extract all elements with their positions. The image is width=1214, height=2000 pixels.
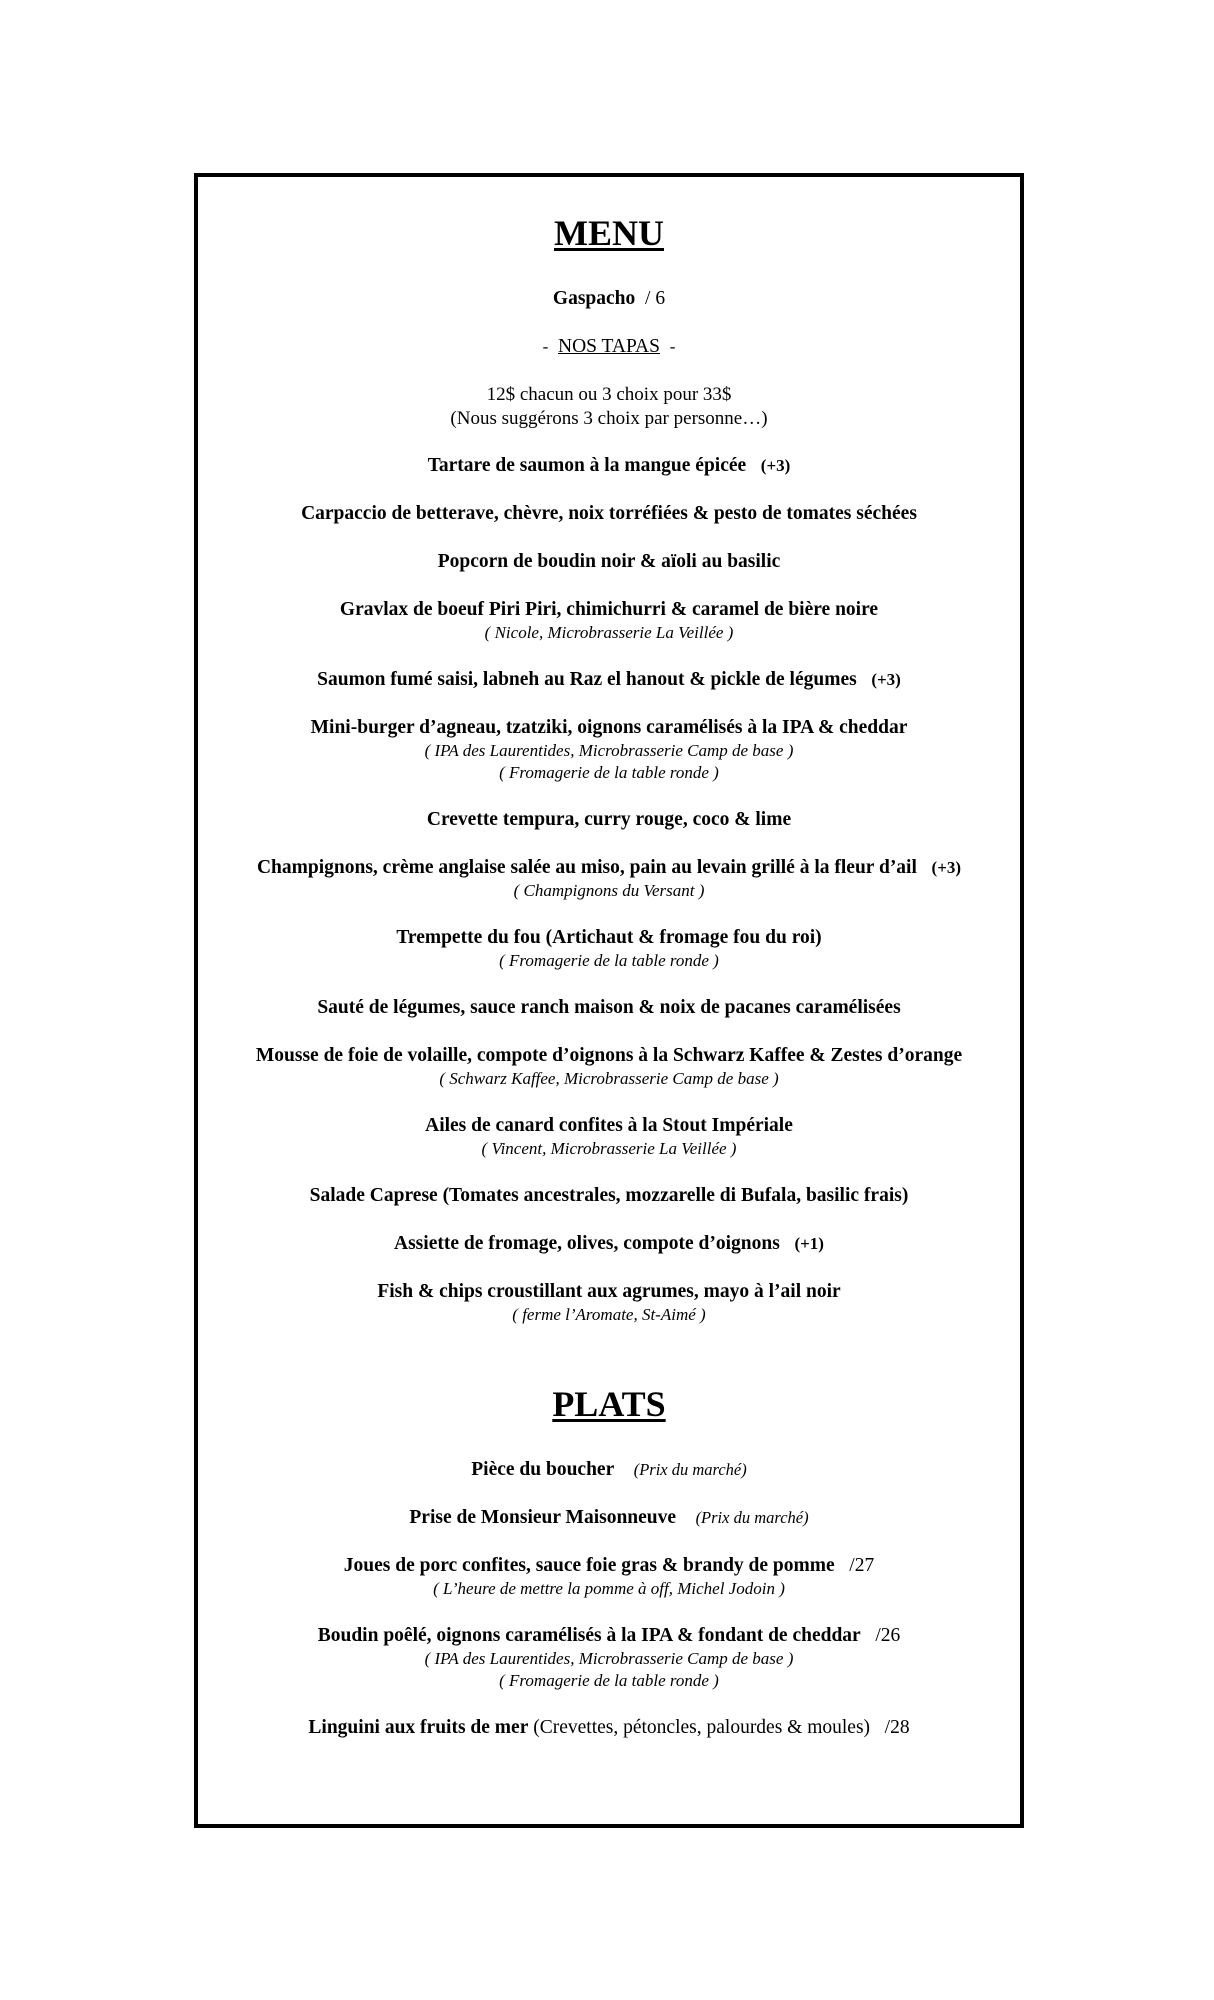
tapas-item: [198, 856, 1020, 902]
tapas-item-extra: (+1): [794, 1234, 824, 1253]
plat-item: [198, 1554, 1020, 1600]
plat-item-price-note: (Prix du marché): [695, 1508, 809, 1527]
tapas-item-extra: (+3): [931, 858, 962, 877]
tapas-item: [198, 454, 1020, 478]
tapas-item-line: [198, 716, 1020, 740]
plat-item-note: ( L’heure de mettre la pomme à off, Michel Jodoin ): [433, 1579, 785, 1598]
plat-item-name: Boudin poêlé, oignons caramélisés à la IPA & fondant de cheddar: [317, 1625, 861, 1646]
tapas-item-name: Trempette du fou (Artichaut & fromage fou du roi): [396, 927, 822, 948]
plat-item: [198, 1458, 1020, 1482]
tapas-item: [198, 716, 1020, 784]
tapas-item: [198, 1280, 1020, 1326]
tapas-item-name: Saumon fumé saisi, labneh au Raz el hanout & pickle de légumes: [317, 669, 857, 690]
plat-item-price-note: (Prix du marché): [633, 1460, 747, 1479]
tapas-item: [198, 996, 1020, 1020]
tapas-item: [198, 502, 1020, 526]
plat-item-price: /27: [849, 1555, 875, 1576]
gaspacho-name: Gaspacho: [552, 288, 636, 309]
plat-item: [198, 1716, 1020, 1740]
tapas-item: [198, 1184, 1020, 1208]
menu-title: MENU: [554, 213, 664, 253]
tapas-item-name: Carpaccio de betterave, chèvre, noix torréfiées & pesto de tomates séchées: [301, 503, 917, 524]
tapas-item-line: [198, 668, 1020, 692]
tapas-item-note: ( Schwarz Kaffee, Microbrasserie Camp de base ): [439, 1069, 779, 1088]
tapas-item-name: Assiette de fromage, olives, compote d’oignons: [394, 1233, 780, 1254]
tapas-item-name: Tartare de saumon à la mangue épicée: [427, 455, 747, 476]
plat-item-line: [198, 1554, 1020, 1578]
tapas-item-line: [198, 1232, 1020, 1256]
tapas-item-line: [198, 808, 1020, 832]
tapas-item-name: Mousse de foie de volaille, compote d’oignons à la Schwarz Kaffee & Zestes d’orange: [255, 1045, 963, 1066]
tapas-item-line: [198, 856, 1020, 880]
plats-list: [198, 1458, 1020, 1740]
tapas-item-name: Champignons, crème anglaise salée au miso, pain au levain grillé à la fleur d’ail: [256, 857, 917, 878]
plat-item-price: /28: [884, 1717, 910, 1738]
tapas-item-extra: (+3): [871, 670, 901, 689]
tapas-item: [198, 926, 1020, 972]
tapas-item-name: Salade Caprese (Tomates ancestrales, mozzarelle di Bufala, basilic frais): [309, 1185, 909, 1206]
tapas-suggestion: (Nous suggérons 3 choix par personne…): [450, 408, 768, 429]
menu-frame: [194, 173, 1024, 1828]
plats-title: PLATS: [552, 1384, 666, 1424]
plat-item-name: Joues de porc confites, sauce foie gras & brandy de pomme: [343, 1555, 835, 1576]
tapas-item-name: Fish & chips croustillant aux agrumes, mayo à l’ail noir: [377, 1281, 841, 1302]
tapas-item: [198, 598, 1020, 644]
tapas-item: [198, 550, 1020, 574]
tapas-item: [198, 668, 1020, 692]
tapas-item-line: [198, 454, 1020, 478]
tapas-dash-right: -: [669, 337, 676, 356]
tapas-item-name: Gravlax de boeuf Piri Piri, chimichurri & caramel de bière noire: [339, 599, 879, 620]
tapas-item-note: ( Champignons du Versant ): [513, 881, 705, 900]
gaspacho-price: / 6: [645, 288, 666, 309]
plat-item-name: Pièce du boucher: [471, 1459, 615, 1480]
plat-item-line: [198, 1716, 1020, 1740]
plat-item-desc: (Crevettes, pétoncles, palourdes & moules): [533, 1717, 871, 1738]
tapas-item-note: ( ferme l’Aromate, St-Aimé ): [512, 1305, 706, 1324]
tapas-item-note: ( Nicole, Microbrasserie La Veillée ): [484, 623, 734, 642]
tapas-item: [198, 1232, 1020, 1256]
plat-item-line: [198, 1624, 1020, 1648]
tapas-list: [198, 454, 1020, 1326]
tapas-item-line: [198, 1184, 1020, 1208]
plat-item: [198, 1624, 1020, 1692]
tapas-item-name: Mini-burger d’agneau, tzatziki, oignons caramélisés à la IPA & cheddar: [310, 717, 908, 738]
tapas-item-name: Crevette tempura, curry rouge, coco & lime: [426, 809, 792, 830]
plat-item-name: Prise de Monsieur Maisonneuve: [409, 1507, 677, 1528]
tapas-title: NOS TAPAS: [558, 336, 660, 357]
tapas-item-extra: (+3): [760, 456, 791, 475]
tapas-item: [198, 1044, 1020, 1090]
tapas-item-name: Ailes de canard confites à la Stout Impériale: [425, 1115, 793, 1136]
tapas-pricing: 12$ chacun ou 3 choix pour 33$: [486, 384, 732, 405]
tapas-item-line: [198, 1280, 1020, 1304]
tapas-item-note: ( Fromagerie de la table ronde ): [499, 951, 719, 970]
tapas-item-line: [198, 550, 1020, 574]
tapas-dash-left: -: [542, 337, 549, 356]
tapas-item-line: [198, 598, 1020, 622]
tapas-item-name: Popcorn de boudin noir & aïoli au basilic: [437, 551, 781, 572]
plat-item-line: [198, 1506, 1020, 1530]
tapas-item-note: ( Vincent, Microbrasserie La Veillée ): [481, 1139, 737, 1158]
plat-item-note: ( IPA des Laurentides, Microbrasserie Camp de base ): [424, 1649, 794, 1668]
menu-content: [198, 215, 1020, 1764]
plat-item-price: /26: [875, 1625, 901, 1646]
tapas-item-line: [198, 1044, 1020, 1068]
tapas-item-line: [198, 996, 1020, 1020]
tapas-item-line: [198, 1114, 1020, 1138]
tapas-item-name: Sauté de légumes, sauce ranch maison & noix de pacanes caramélisées: [317, 997, 901, 1018]
tapas-item: [198, 1114, 1020, 1160]
plat-item-name: Linguini aux fruits de mer: [308, 1717, 529, 1738]
tapas-item-line: [198, 502, 1020, 526]
tapas-item: [198, 808, 1020, 832]
tapas-item-note: ( Fromagerie de la table ronde ): [499, 763, 719, 782]
tapas-subheading: [198, 335, 1020, 359]
plat-item: [198, 1506, 1020, 1530]
plat-item-note: ( Fromagerie de la table ronde ): [499, 1671, 719, 1690]
tapas-item-line: [198, 926, 1020, 950]
tapas-item-note: ( IPA des Laurentides, Microbrasserie Camp de base ): [424, 741, 794, 760]
plat-item-line: [198, 1458, 1020, 1482]
gaspacho-line: [198, 287, 1020, 311]
